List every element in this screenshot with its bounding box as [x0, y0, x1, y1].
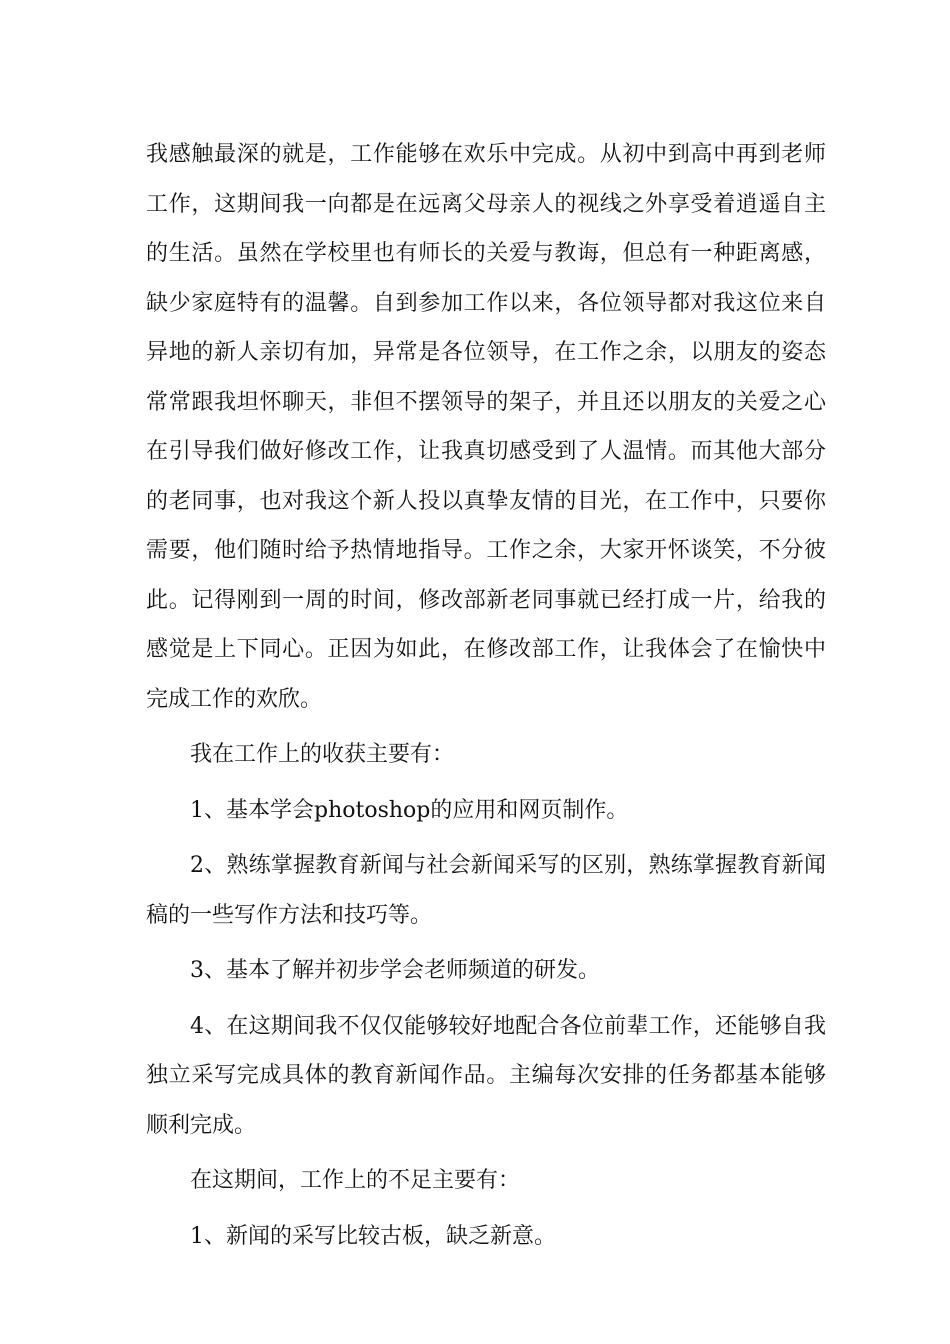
paragraph-gain-3: 3、基本了解并初步学会老师频道的研发。 [190, 958, 600, 983]
paragraph-gain-1: 1、基本学会photoshop的应用和网页制作。 [190, 797, 629, 823]
paragraph-gain-4: 4、在这期间我不仅仅能够较好地配合各位前辈工作，还能够自我独立采写完成具体的教育新闻作品。主编每次安排的任务都基本能够顺利完成。 [146, 1013, 826, 1138]
paragraph-gain-2: 2、熟练掌握教育新闻与社会新闻采写的区别，熟练掌握教育新闻稿的一些写作方法和技巧等。 [146, 853, 826, 928]
paragraph-experience: 我感触最深的就是，工作能够在欢乐中完成。从初中到高中再到老师工作，这期间我一向都是在远离父母亲人的视线之外享受着逍遥自主的生活。虽然在学校里也有师长的关爱与教诲，但总有一种距离感，缺少家庭特有的温馨。自到参加工作以来，各位领导都对我这位来自异地的新人亲切有加，异常是各位领导，在工作之余，以朋友的姿态常常跟我坦怀聊天，非但不摆领导的架子，并且还以朋友的关爱之心在引导我们做好修改工作，让我真切感受到了人温情。而其他大部分的老同事，也对我这个新人投以真挚友情的目光，在工作中，只要你需要，他们随时给予热情地指导。工作之余，大家开怀谈笑，不分彼此。记得刚到一周的时间，修改部新老同事就已经打成一片，给我的感觉是上下同心。正因为如此，在修改部工作，让我体会了在愉快中完成工作的欢欣。 [146, 142, 826, 712]
document-body [146, 130, 826, 1267]
paragraph-shortcoming-1: 1、新闻的采写比较古板，缺乏新意。 [190, 1223, 556, 1249]
paragraph-shortcomings-heading: 在这期间，工作上的不足主要有： [190, 1168, 521, 1193]
paragraph-gains-heading: 我在工作上的收获主要有： [190, 742, 455, 767]
